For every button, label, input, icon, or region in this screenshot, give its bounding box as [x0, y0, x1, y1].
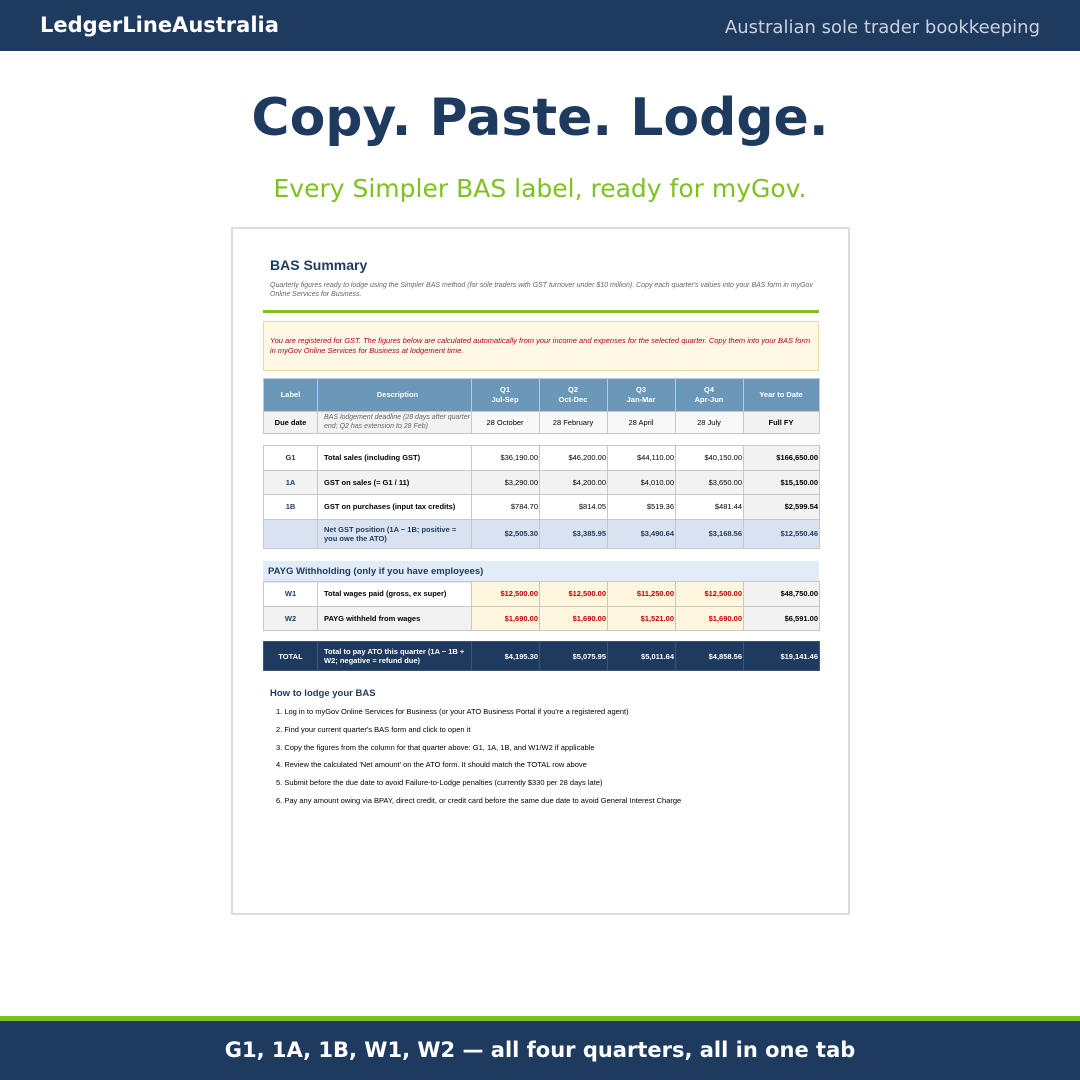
- hero-subhead: Every Simpler BAS label, ready for myGov.: [273, 174, 807, 203]
- top-banner: [0, 0, 1080, 51]
- footer-banner: [0, 1021, 1080, 1080]
- cell-ytd[interactable]: $6,591.00: [744, 606, 820, 631]
- total-q4[interactable]: $4,858.56: [676, 642, 744, 671]
- table-row-net-gst: [264, 519, 820, 548]
- cell-q4[interactable]: $3,650.00: [676, 470, 744, 495]
- howto-steps: [276, 707, 816, 814]
- col-header-q2: Q2 Oct-Dec: [540, 379, 608, 412]
- due-date-description: BAS lodgement deadline (28 days after quarter end; Q2 has extension to 28 Feb): [318, 412, 472, 434]
- col-header-ytd: Year to Date: [744, 379, 820, 412]
- due-date-row: [264, 412, 820, 434]
- cell-ytd[interactable]: $2,599.54: [744, 495, 820, 520]
- due-date-ytd: Full FY: [744, 412, 820, 434]
- total-q3[interactable]: $5,011.64: [608, 642, 676, 671]
- divider: [263, 310, 819, 313]
- list-item: 1. Log in to myGov Online Services for Business (or your ATO Business Portal if you're a registered agent): [276, 707, 629, 716]
- bas-summary-title: BAS Summary: [270, 257, 368, 273]
- due-date-q4: 28 July: [676, 412, 744, 434]
- due-date-q3: 28 April: [608, 412, 676, 434]
- cell-ytd[interactable]: $12,550.46: [744, 519, 820, 548]
- list-item: 4. Review the calculated 'Net amount' on the ATO form. It should match the TOTAL row above: [276, 760, 587, 770]
- cell-ytd[interactable]: $166,650.00: [744, 446, 820, 471]
- col-header-label: Label: [264, 379, 318, 412]
- input-cell-q4[interactable]: $1,690.00: [676, 606, 744, 631]
- row-label: [264, 519, 318, 548]
- cell-q1[interactable]: $3,290.00: [472, 470, 540, 495]
- row-label: 1B: [264, 495, 318, 520]
- brand-tagline: Australian sole trader bookkeeping: [724, 17, 1040, 38]
- due-date-q2: 28 February: [540, 412, 608, 434]
- cell-q3[interactable]: $44,110.00: [608, 446, 676, 471]
- bas-header-table: [263, 378, 820, 434]
- input-cell-q2[interactable]: $12,500.00: [540, 582, 608, 607]
- list-item: 6. Pay any amount owing via BPAY, direct credit, or credit card before the same due date to avoid General Interest Charge: [276, 795, 682, 805]
- col-header-q1: Q1 Jul-Sep: [472, 379, 540, 412]
- brand-name: LedgerLineAustralia: [40, 13, 279, 37]
- total-q1[interactable]: $4,195.30: [472, 642, 540, 671]
- cell-q3[interactable]: $4,010.00: [608, 470, 676, 495]
- cell-ytd[interactable]: $48,750.00: [744, 582, 820, 607]
- list-item: 3. Copy the figures from the column for that quarter above: G1, 1A, 1B, and W1/W2 if applicable: [276, 742, 595, 752]
- cell-q1[interactable]: $36,190.00: [472, 446, 540, 471]
- cell-q4[interactable]: $3,168.56: [676, 519, 744, 548]
- table-row-g1: [264, 446, 820, 471]
- hero-headline: Copy. Paste. Lodge.: [251, 88, 829, 148]
- row-label: W1: [264, 582, 318, 607]
- cell-q1[interactable]: $784.70: [472, 495, 540, 520]
- total-label: TOTAL: [264, 642, 318, 671]
- row-description: GST on purchases (input tax credits): [318, 495, 472, 520]
- table-row-w2: [264, 606, 820, 631]
- row-description: Net GST position (1A − 1B; positive = you owe the ATO): [318, 519, 472, 548]
- input-cell-q3[interactable]: $11,250.00: [608, 582, 676, 607]
- cell-q1[interactable]: $2,505.30: [472, 519, 540, 548]
- row-description: PAYG withheld from wages: [318, 606, 472, 631]
- row-label: W2: [264, 606, 318, 631]
- howto-title: How to lodge your BAS: [270, 688, 376, 699]
- row-description: Total sales (including GST): [318, 446, 472, 471]
- cell-q4[interactable]: $40,150.00: [676, 446, 744, 471]
- input-cell-q3[interactable]: $1,521.00: [608, 606, 676, 631]
- total-q2[interactable]: $5,075.95: [540, 642, 608, 671]
- row-description: Total wages paid (gross, ex super): [318, 582, 472, 607]
- cell-q4[interactable]: $481.44: [676, 495, 744, 520]
- cell-q3[interactable]: $3,490.64: [608, 519, 676, 548]
- table-row-1a: [264, 470, 820, 495]
- total-description: Total to pay ATO this quarter (1A − 1B + W2; negative = refund due): [318, 642, 472, 671]
- cell-q2[interactable]: $46,200.00: [540, 446, 608, 471]
- cell-ytd[interactable]: $15,150.00: [744, 470, 820, 495]
- cell-q2[interactable]: $3,385.95: [540, 519, 608, 548]
- total-table: [263, 641, 820, 671]
- table-row-1b: [264, 495, 820, 520]
- cell-q3[interactable]: $519.36: [608, 495, 676, 520]
- input-cell-q4[interactable]: $12,500.00: [676, 582, 744, 607]
- table-header-row: [264, 379, 820, 412]
- list-item: 5. Submit before the due date to avoid Failure-to-Lodge penalties (currently $330 per 28 days late): [276, 778, 603, 788]
- due-date-q1: 28 October: [472, 412, 540, 434]
- cell-q2[interactable]: $814.05: [540, 495, 608, 520]
- total-ytd[interactable]: $19,141.46: [744, 642, 820, 671]
- input-cell-q1[interactable]: $12,500.00: [472, 582, 540, 607]
- payg-table: [263, 581, 820, 631]
- bas-summary-description: Quarterly figures ready to lodge using the Simpler BAS method (for sole traders with GST turnover under $10 million). Copy each quarter's values into your BAS form in myGov Online Services for Business.: [270, 282, 813, 298]
- table-row-w1: [264, 582, 820, 607]
- gst-table: [263, 445, 820, 549]
- spreadsheet-preview: [231, 227, 850, 915]
- due-date-label: Due date: [264, 412, 318, 434]
- gst-notice: You are registered for GST. The figures below are calculated automatically from your income and expenses for the selected quarter. Copy them into your BAS form in myGov Online Services for Business at lodgement time.: [263, 321, 819, 371]
- col-header-q4: Q4 Apr-Jun: [676, 379, 744, 412]
- col-header-q3: Q3 Jan-Mar: [608, 379, 676, 412]
- payg-section-title: PAYG Withholding (only if you have employees): [263, 561, 819, 583]
- col-header-description: Description: [318, 379, 472, 412]
- cell-q2[interactable]: $4,200.00: [540, 470, 608, 495]
- row-label: G1: [264, 446, 318, 471]
- list-item: 2. Find your current quarter's BAS form and click to open it: [276, 724, 471, 734]
- row-label: 1A: [264, 470, 318, 495]
- footer-text: G1, 1A, 1B, W1, W2 — all four quarters, all in one tab: [224, 1038, 856, 1062]
- input-cell-q2[interactable]: $1,690.00: [540, 606, 608, 631]
- row-description: GST on sales (= G1 / 11): [318, 470, 472, 495]
- table-row-total: [264, 642, 820, 671]
- input-cell-q1[interactable]: $1,690.00: [472, 606, 540, 631]
